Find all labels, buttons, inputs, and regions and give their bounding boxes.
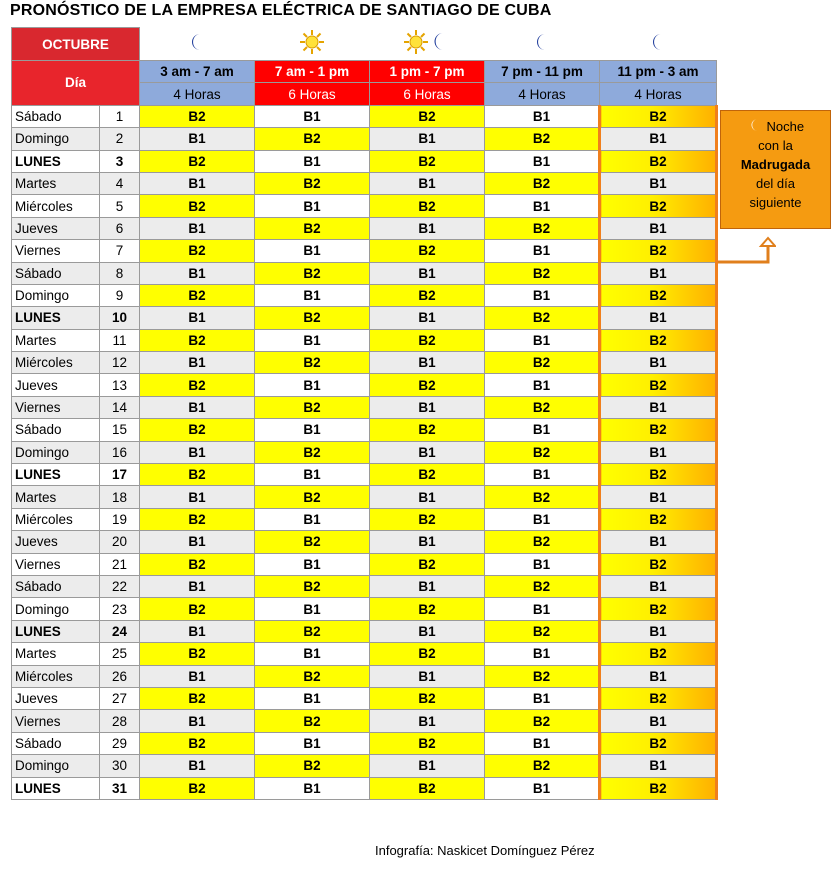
block-cell: B1 xyxy=(370,172,485,194)
column-time: 11 pm - 3 am xyxy=(600,61,717,83)
block-cell: B2 xyxy=(255,396,370,418)
table-row xyxy=(12,508,717,530)
block-cell: B2 xyxy=(140,732,255,754)
block-cell: B2 xyxy=(485,307,600,329)
day-name: Sábado xyxy=(12,732,100,754)
block-cell: B1 xyxy=(485,732,600,754)
block-cell: B1 xyxy=(370,755,485,777)
block-cell: B1 xyxy=(485,464,600,486)
block-cell: B1 xyxy=(600,575,717,597)
table-row xyxy=(12,374,717,396)
day-number: 25 xyxy=(100,643,140,665)
day-name: Viernes xyxy=(12,240,100,262)
block-cell: B1 xyxy=(140,441,255,463)
block-cell: B1 xyxy=(140,531,255,553)
block-cell: B1 xyxy=(370,352,485,374)
sun-moon-icon xyxy=(370,28,485,61)
block-cell: B1 xyxy=(600,352,717,374)
block-cell: B1 xyxy=(370,441,485,463)
block-cell: B2 xyxy=(485,352,600,374)
day-name: Viernes xyxy=(12,553,100,575)
block-cell: B2 xyxy=(485,172,600,194)
day-name: LUNES xyxy=(12,464,100,486)
table-row xyxy=(12,620,717,642)
column-hours: 4 Horas xyxy=(600,83,717,105)
block-cell: B1 xyxy=(255,105,370,127)
block-cell: B1 xyxy=(370,262,485,284)
block-cell: B1 xyxy=(485,598,600,620)
block-cell: B1 xyxy=(600,486,717,508)
day-number: 27 xyxy=(100,687,140,709)
block-cell: B2 xyxy=(255,710,370,732)
table-row xyxy=(12,240,717,262)
block-cell: B2 xyxy=(600,195,717,217)
table-row xyxy=(12,172,717,194)
day-name: LUNES xyxy=(12,307,100,329)
column-hours: 4 Horas xyxy=(140,83,255,105)
block-cell: B2 xyxy=(485,441,600,463)
block-cell: B2 xyxy=(140,419,255,441)
block-cell: B2 xyxy=(255,128,370,150)
block-cell: B2 xyxy=(140,508,255,530)
block-cell: B1 xyxy=(600,172,717,194)
block-cell: B1 xyxy=(485,419,600,441)
block-cell: B2 xyxy=(255,172,370,194)
block-cell: B2 xyxy=(370,598,485,620)
day-number: 2 xyxy=(100,128,140,150)
day-name: Jueves xyxy=(12,217,100,239)
block-cell: B1 xyxy=(370,575,485,597)
day-number: 28 xyxy=(100,710,140,732)
table-row xyxy=(12,643,717,665)
block-cell: B1 xyxy=(370,486,485,508)
block-cell: B2 xyxy=(140,329,255,351)
block-cell: B2 xyxy=(140,374,255,396)
column-time: 1 pm - 7 pm xyxy=(370,61,485,83)
day-name: Domingo xyxy=(12,598,100,620)
schedule-table xyxy=(11,27,718,800)
block-cell: B2 xyxy=(600,553,717,575)
table-row xyxy=(12,128,717,150)
block-cell: B2 xyxy=(370,374,485,396)
day-number: 9 xyxy=(100,284,140,306)
block-cell: B1 xyxy=(485,284,600,306)
block-cell: B2 xyxy=(485,620,600,642)
block-cell: B1 xyxy=(600,262,717,284)
column-time: 7 pm - 11 pm xyxy=(485,61,600,83)
block-cell: B1 xyxy=(255,329,370,351)
callout-line: Noche xyxy=(766,119,805,134)
block-cell: B1 xyxy=(600,128,717,150)
callout-line: del día xyxy=(755,176,796,191)
block-cell: B2 xyxy=(255,755,370,777)
block-cell: B1 xyxy=(140,262,255,284)
page-title: PRONÓSTICO DE LA EMPRESA ELÉCTRICA DE SANTIAGO DE CUBA xyxy=(10,2,552,19)
day-name: Jueves xyxy=(12,531,100,553)
block-cell: B2 xyxy=(140,553,255,575)
day-name: Domingo xyxy=(12,284,100,306)
block-cell: B2 xyxy=(600,687,717,709)
day-name: LUNES xyxy=(12,777,100,799)
table-row xyxy=(12,396,717,418)
block-cell: B1 xyxy=(255,240,370,262)
table-row xyxy=(12,262,717,284)
block-cell: B1 xyxy=(600,441,717,463)
block-cell: B2 xyxy=(255,620,370,642)
block-cell: B1 xyxy=(140,665,255,687)
block-cell: B1 xyxy=(255,777,370,799)
block-cell: B2 xyxy=(600,598,717,620)
day-number: 13 xyxy=(100,374,140,396)
block-cell: B2 xyxy=(485,665,600,687)
credit-text: Infografía: Naskicet Domínguez Pérez xyxy=(375,843,595,858)
block-cell: B2 xyxy=(600,284,717,306)
block-cell: B1 xyxy=(255,284,370,306)
table-row xyxy=(12,329,717,351)
block-cell: B1 xyxy=(370,531,485,553)
block-cell: B2 xyxy=(600,105,717,127)
block-cell: B2 xyxy=(485,575,600,597)
block-cell: B1 xyxy=(370,620,485,642)
day-name: Martes xyxy=(12,643,100,665)
block-cell: B1 xyxy=(485,374,600,396)
block-cell: B2 xyxy=(370,553,485,575)
block-cell: B1 xyxy=(485,643,600,665)
block-cell: B2 xyxy=(370,195,485,217)
day-number: 11 xyxy=(100,329,140,351)
block-cell: B1 xyxy=(255,374,370,396)
block-cell: B1 xyxy=(255,553,370,575)
day-number: 14 xyxy=(100,396,140,418)
table-row xyxy=(12,105,717,127)
day-number: 7 xyxy=(100,240,140,262)
day-number: 4 xyxy=(100,172,140,194)
table-row xyxy=(12,665,717,687)
block-cell: B2 xyxy=(140,643,255,665)
table-row xyxy=(12,352,717,374)
day-name: LUNES xyxy=(12,620,100,642)
day-number: 12 xyxy=(100,352,140,374)
block-cell: B1 xyxy=(370,307,485,329)
block-cell: B2 xyxy=(370,240,485,262)
table-row xyxy=(12,150,717,172)
sun-icon xyxy=(255,28,370,61)
block-cell: B2 xyxy=(255,531,370,553)
block-cell: B2 xyxy=(140,464,255,486)
moon-icon xyxy=(747,118,763,132)
block-cell: B1 xyxy=(370,665,485,687)
block-cell: B1 xyxy=(255,195,370,217)
block-cell: B2 xyxy=(370,329,485,351)
table-row xyxy=(12,732,717,754)
block-cell: B1 xyxy=(600,217,717,239)
moon-icon xyxy=(485,28,600,61)
column-hours: 4 Horas xyxy=(485,83,600,105)
block-cell: B2 xyxy=(600,777,717,799)
day-number: 3 xyxy=(100,150,140,172)
block-cell: B2 xyxy=(255,262,370,284)
block-cell: B1 xyxy=(485,329,600,351)
table-row xyxy=(12,598,717,620)
table-row xyxy=(12,307,717,329)
moon-icon xyxy=(600,28,717,61)
table-row xyxy=(12,284,717,306)
block-cell: B2 xyxy=(255,665,370,687)
day-number: 18 xyxy=(100,486,140,508)
column-hours: 6 Horas xyxy=(255,83,370,105)
day-number: 5 xyxy=(100,195,140,217)
day-number: 10 xyxy=(100,307,140,329)
night-callout xyxy=(720,110,831,229)
block-cell: B1 xyxy=(255,687,370,709)
day-number: 24 xyxy=(100,620,140,642)
day-number: 20 xyxy=(100,531,140,553)
block-cell: B2 xyxy=(140,598,255,620)
block-cell: B1 xyxy=(370,128,485,150)
block-cell: B2 xyxy=(140,105,255,127)
callout-line: con la xyxy=(758,138,793,153)
day-name: Domingo xyxy=(12,128,100,150)
day-number: 8 xyxy=(100,262,140,284)
block-cell: B2 xyxy=(600,329,717,351)
block-cell: B1 xyxy=(255,598,370,620)
block-cell: B2 xyxy=(370,150,485,172)
block-cell: B1 xyxy=(140,352,255,374)
table-row xyxy=(12,575,717,597)
day-number: 31 xyxy=(100,777,140,799)
table-row xyxy=(12,531,717,553)
block-cell: B2 xyxy=(485,128,600,150)
block-cell: B2 xyxy=(255,307,370,329)
table-row xyxy=(12,486,717,508)
day-name: Miércoles xyxy=(12,508,100,530)
dia-header: Día xyxy=(12,61,140,106)
day-name: Jueves xyxy=(12,374,100,396)
day-name: Viernes xyxy=(12,710,100,732)
block-cell: B1 xyxy=(140,307,255,329)
table-row xyxy=(12,777,717,799)
arrow-icon xyxy=(716,236,776,266)
block-cell: B2 xyxy=(370,508,485,530)
day-name: Sábado xyxy=(12,575,100,597)
block-cell: B2 xyxy=(370,464,485,486)
block-cell: B1 xyxy=(600,620,717,642)
table-row xyxy=(12,553,717,575)
table-row xyxy=(12,419,717,441)
table-row xyxy=(12,195,717,217)
block-cell: B2 xyxy=(140,195,255,217)
block-cell: B2 xyxy=(485,396,600,418)
block-cell: B1 xyxy=(140,128,255,150)
block-cell: B2 xyxy=(370,732,485,754)
block-cell: B2 xyxy=(485,531,600,553)
block-cell: B2 xyxy=(600,240,717,262)
block-cell: B2 xyxy=(600,464,717,486)
column-time: 7 am - 1 pm xyxy=(255,61,370,83)
table-row xyxy=(12,217,717,239)
table-row xyxy=(12,710,717,732)
block-cell: B1 xyxy=(600,307,717,329)
day-name: Jueves xyxy=(12,687,100,709)
day-name: LUNES xyxy=(12,150,100,172)
block-cell: B2 xyxy=(255,486,370,508)
block-cell: B2 xyxy=(255,352,370,374)
block-cell: B1 xyxy=(485,105,600,127)
block-cell: B2 xyxy=(370,284,485,306)
day-name: Miércoles xyxy=(12,352,100,374)
day-name: Sábado xyxy=(12,419,100,441)
block-cell: B1 xyxy=(255,643,370,665)
day-name: Domingo xyxy=(12,441,100,463)
block-cell: B1 xyxy=(485,687,600,709)
callout-line: siguiente xyxy=(749,195,802,210)
block-cell: B1 xyxy=(485,195,600,217)
block-cell: B2 xyxy=(255,441,370,463)
day-number: 1 xyxy=(100,105,140,127)
column-time: 3 am - 7 am xyxy=(140,61,255,83)
block-cell: B2 xyxy=(600,150,717,172)
moon-icon xyxy=(140,28,255,61)
month-label: OCTUBRE xyxy=(12,28,140,61)
day-name: Domingo xyxy=(12,755,100,777)
day-number: 21 xyxy=(100,553,140,575)
column-hours: 6 Horas xyxy=(370,83,485,105)
block-cell: B2 xyxy=(485,217,600,239)
block-cell: B1 xyxy=(255,150,370,172)
block-cell: B2 xyxy=(485,486,600,508)
day-number: 17 xyxy=(100,464,140,486)
table-row xyxy=(12,441,717,463)
block-cell: B1 xyxy=(600,665,717,687)
block-cell: B1 xyxy=(140,575,255,597)
block-cell: B1 xyxy=(485,240,600,262)
day-number: 16 xyxy=(100,441,140,463)
block-cell: B2 xyxy=(485,710,600,732)
day-name: Miércoles xyxy=(12,195,100,217)
block-cell: B2 xyxy=(255,217,370,239)
block-cell: B1 xyxy=(255,508,370,530)
block-cell: B2 xyxy=(485,755,600,777)
block-cell: B1 xyxy=(370,396,485,418)
block-cell: B2 xyxy=(370,419,485,441)
callout-line: Madrugada xyxy=(740,157,811,172)
block-cell: B1 xyxy=(140,620,255,642)
block-cell: B1 xyxy=(140,396,255,418)
day-number: 22 xyxy=(100,575,140,597)
block-cell: B2 xyxy=(140,150,255,172)
table-row xyxy=(12,755,717,777)
block-cell: B2 xyxy=(485,262,600,284)
day-number: 26 xyxy=(100,665,140,687)
block-cell: B2 xyxy=(600,508,717,530)
day-number: 29 xyxy=(100,732,140,754)
block-cell: B1 xyxy=(255,419,370,441)
day-number: 23 xyxy=(100,598,140,620)
block-cell: B1 xyxy=(485,150,600,172)
block-cell: B2 xyxy=(255,575,370,597)
block-cell: B1 xyxy=(255,732,370,754)
block-cell: B2 xyxy=(600,419,717,441)
day-number: 30 xyxy=(100,755,140,777)
day-number: 15 xyxy=(100,419,140,441)
table-row xyxy=(12,687,717,709)
block-cell: B2 xyxy=(370,777,485,799)
block-cell: B2 xyxy=(370,105,485,127)
block-cell: B1 xyxy=(140,172,255,194)
block-cell: B2 xyxy=(600,374,717,396)
block-cell: B1 xyxy=(600,531,717,553)
block-cell: B2 xyxy=(370,643,485,665)
block-cell: B1 xyxy=(600,710,717,732)
day-number: 19 xyxy=(100,508,140,530)
block-cell: B2 xyxy=(140,687,255,709)
block-cell: B2 xyxy=(600,732,717,754)
block-cell: B1 xyxy=(485,777,600,799)
block-cell: B2 xyxy=(140,777,255,799)
block-cell: B1 xyxy=(140,755,255,777)
block-cell: B1 xyxy=(600,755,717,777)
day-name: Viernes xyxy=(12,396,100,418)
block-cell: B2 xyxy=(600,643,717,665)
day-name: Martes xyxy=(12,486,100,508)
block-cell: B1 xyxy=(485,508,600,530)
day-name: Martes xyxy=(12,329,100,351)
day-number: 6 xyxy=(100,217,140,239)
block-cell: B2 xyxy=(140,240,255,262)
block-cell: B1 xyxy=(370,217,485,239)
day-name: Sábado xyxy=(12,105,100,127)
block-cell: B2 xyxy=(370,687,485,709)
block-cell: B1 xyxy=(485,553,600,575)
block-cell: B1 xyxy=(255,464,370,486)
table-row xyxy=(12,464,717,486)
day-name: Sábado xyxy=(12,262,100,284)
block-cell: B1 xyxy=(140,217,255,239)
day-name: Miércoles xyxy=(12,665,100,687)
block-cell: B2 xyxy=(140,284,255,306)
block-cell: B1 xyxy=(140,710,255,732)
day-name: Martes xyxy=(12,172,100,194)
block-cell: B1 xyxy=(140,486,255,508)
block-cell: B1 xyxy=(370,710,485,732)
block-cell: B1 xyxy=(600,396,717,418)
